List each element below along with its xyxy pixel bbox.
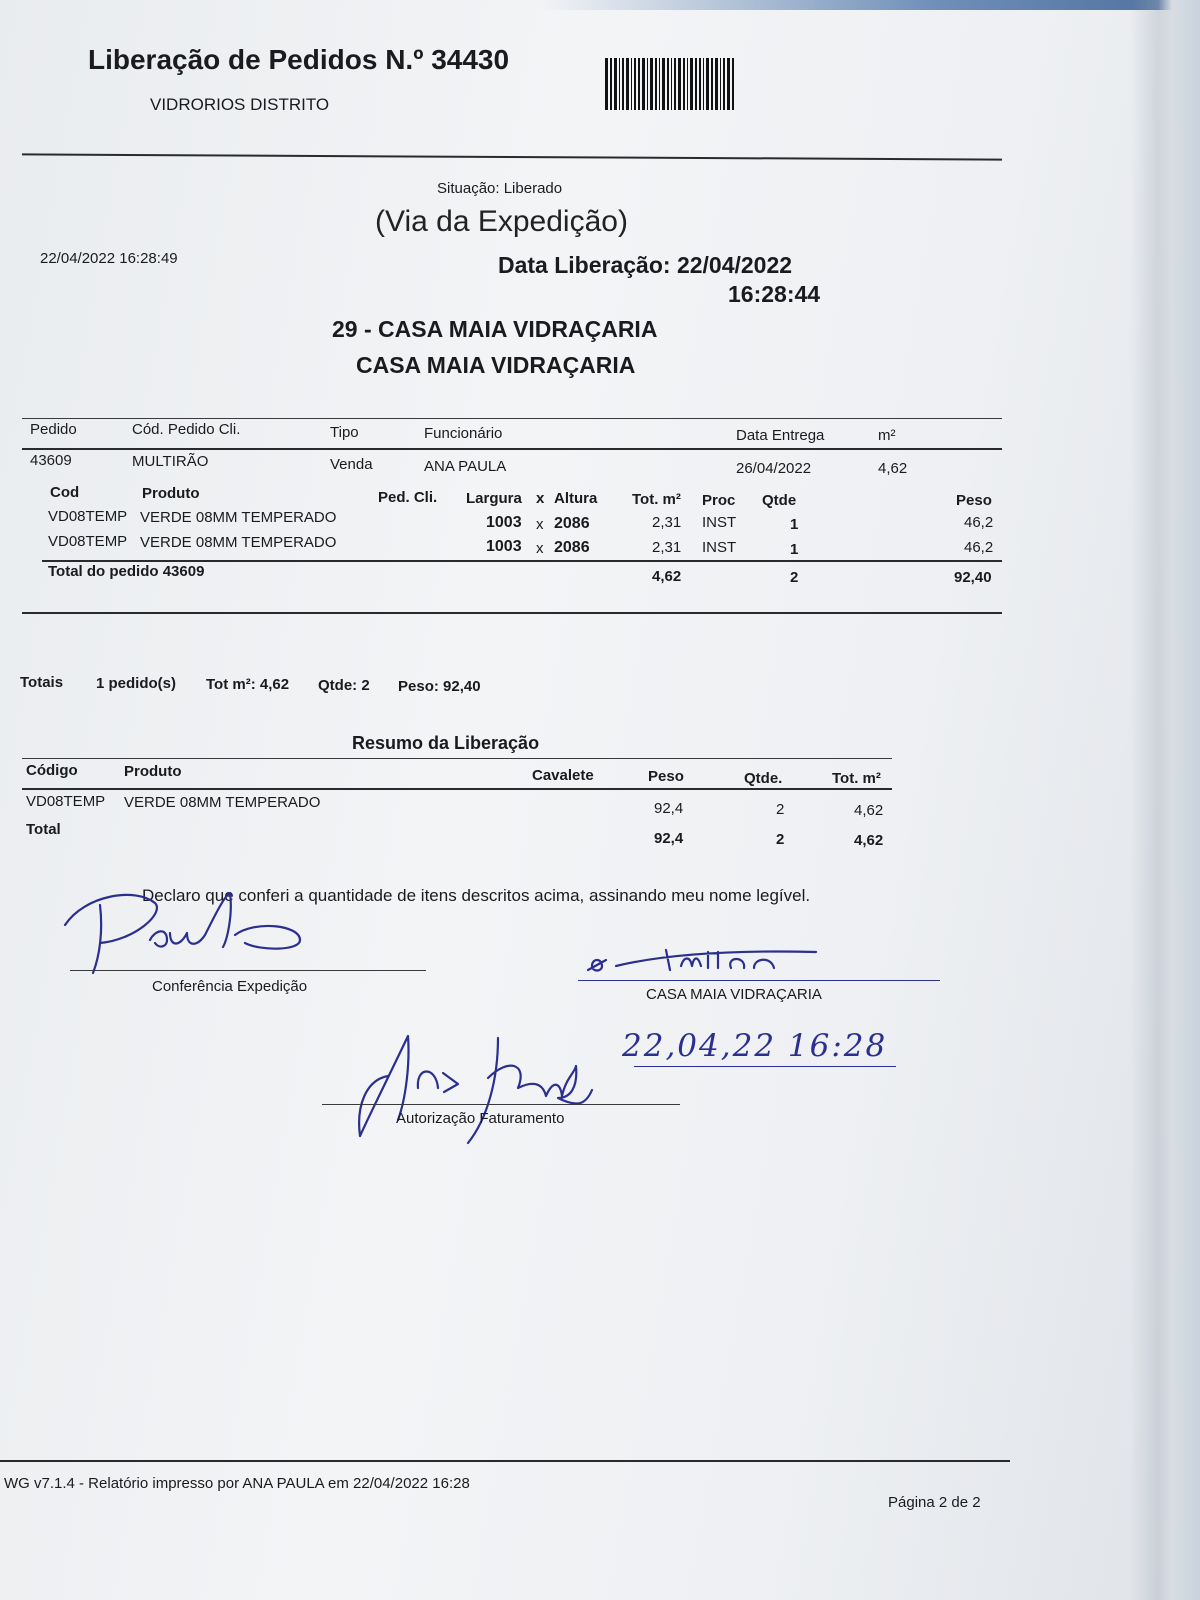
- footer-printed-by: WG v7.1.4 - Relatório impresso por ANA PAULA em 22/04/2022 16:28: [4, 1475, 470, 1492]
- items-col-cod: Cod: [50, 484, 80, 501]
- totals-label: Totais: [20, 674, 64, 691]
- data-liberacao: Data Liberação: 22/04/2022: [498, 252, 793, 278]
- item-row-2-x: x: [536, 540, 544, 557]
- order-total-m2: 4,62: [652, 568, 682, 585]
- resumo-col-qtde: Qtde.: [744, 770, 783, 787]
- items-bottom-rule: [22, 612, 1002, 614]
- autorizacao-label: Autorização Faturamento: [396, 1110, 565, 1127]
- resumo-row-produto: VERDE 08MM TEMPERADO: [124, 794, 321, 811]
- signature-cliente: [586, 940, 826, 980]
- footer-rule: [0, 1460, 1010, 1462]
- resumo-total-tot-m2: 4,62: [854, 832, 884, 849]
- totals-peso: Peso: 92,40: [398, 678, 481, 695]
- via-label: (Via da Expedição): [375, 205, 628, 238]
- item-row-1-produto: VERDE 08MM TEMPERADO: [140, 509, 337, 526]
- background-edge: [540, 0, 1200, 10]
- item-row-1-cod: VD08TEMP: [48, 508, 128, 525]
- declaration-text: Declaro que conferi a quantidade de itens descritos acima, assinando meu nome legível.: [142, 886, 811, 905]
- document-title: Liberação de Pedidos N.º 34430: [88, 44, 510, 75]
- val-pedido: 43609: [30, 452, 72, 469]
- col-cod-pedido-cli: Cód. Pedido Cli.: [132, 421, 241, 438]
- items-col-x: x: [536, 490, 545, 507]
- items-col-peso: Peso: [956, 492, 992, 509]
- resumo-row-codigo: VD08TEMP: [26, 793, 106, 810]
- resumo-col-produto: Produto: [124, 763, 182, 780]
- order-table-header-rule: [22, 448, 1002, 450]
- item-row-1-largura: 1003: [486, 514, 522, 531]
- val-tipo: Venda: [330, 456, 373, 473]
- resumo-total-label: Total: [26, 821, 61, 838]
- item-row-2-qtde: 1: [790, 541, 799, 558]
- items-col-ped-cli: Ped. Cli.: [378, 489, 438, 506]
- printed-timestamp: 22/04/2022 16:28:49: [40, 250, 178, 267]
- client-code-name: 29 - CASA MAIA VIDRAÇARIA: [332, 316, 658, 342]
- items-col-qtde: Qtde: [762, 492, 797, 509]
- resumo-row-tot-m2: 4,62: [854, 802, 884, 819]
- item-row-2-peso: 46,2: [964, 539, 994, 556]
- resumo-top-rule: [22, 758, 892, 759]
- item-row-1-peso: 46,2: [964, 514, 994, 531]
- cliente-sign-line: [578, 980, 940, 981]
- conferencia-label: Conferência Expedição: [152, 978, 308, 995]
- resumo-row-peso: 92,4: [654, 800, 684, 817]
- col-funcionario: Funcionário: [424, 425, 503, 442]
- order-total-qtde: 2: [790, 569, 799, 586]
- resumo-total-qtde: 2: [776, 831, 785, 848]
- footer-page-number: Página 2 de 2: [888, 1494, 981, 1511]
- col-tipo: Tipo: [330, 424, 359, 441]
- items-col-tot-m2: Tot. m²: [632, 491, 681, 508]
- resumo-col-codigo: Código: [26, 762, 78, 779]
- items-total-rule: [42, 560, 1002, 562]
- items-col-largura: Largura: [466, 490, 522, 507]
- order-table-top-rule: [22, 418, 1002, 419]
- order-total-label: Total do pedido 43609: [48, 563, 205, 580]
- header-divider: [22, 153, 1002, 160]
- item-row-2-proc: INST: [702, 539, 737, 556]
- totals-pedidos: 1 pedido(s): [96, 675, 177, 692]
- items-col-altura: Altura: [554, 490, 598, 507]
- item-row-2-produto: VERDE 08MM TEMPERADO: [140, 534, 337, 551]
- resumo-total-peso: 92,4: [654, 830, 684, 847]
- client-name: CASA MAIA VIDRAÇARIA: [356, 352, 636, 378]
- situacao: Situação: Liberado: [437, 180, 563, 197]
- paper-stack-edge: [1130, 0, 1200, 1600]
- item-row-1-tot-m2: 2,31: [652, 514, 682, 531]
- signature-conferencia: [55, 885, 325, 975]
- item-row-1-proc: INST: [702, 514, 737, 531]
- items-col-produto: Produto: [142, 485, 200, 502]
- item-row-2-cod: VD08TEMP: [48, 533, 128, 550]
- items-col-proc: Proc: [702, 492, 736, 509]
- resumo-row-qtde: 2: [776, 801, 785, 818]
- col-data-entrega: Data Entrega: [736, 427, 825, 444]
- barcode: [605, 58, 775, 110]
- resumo-col-peso: Peso: [648, 768, 684, 785]
- val-data-entrega: 26/04/2022: [736, 460, 812, 477]
- signature-autorizacao: [348, 1018, 608, 1148]
- item-row-2-largura: 1003: [486, 538, 522, 555]
- item-row-2-altura: 2086: [554, 539, 590, 556]
- val-funcionario: ANA PAULA: [424, 458, 507, 475]
- order-total-peso: 92,40: [954, 569, 992, 586]
- resumo-col-tot-m2: Tot. m²: [832, 770, 881, 787]
- item-row-1-x: x: [536, 516, 544, 533]
- handwritten-date-underline: [634, 1066, 896, 1067]
- totals-qtde: Qtde: 2: [318, 677, 370, 694]
- handwritten-date: 22,04,22 16:28: [622, 1028, 888, 1064]
- val-m2: 4,62: [878, 460, 908, 477]
- item-row-2-tot-m2: 2,31: [652, 539, 682, 556]
- col-pedido: Pedido: [30, 421, 77, 438]
- item-row-1-qtde: 1: [790, 516, 799, 533]
- data-liberacao-time: 16:28:44: [728, 281, 821, 307]
- company-name: VIDRORIOS DISTRITO: [150, 95, 330, 114]
- autorizacao-sign-line: [322, 1104, 680, 1105]
- totals-tot-m2: Tot m²: 4,62: [206, 676, 290, 693]
- val-cod-pedido-cli: MULTIRÃO: [132, 453, 209, 470]
- resumo-header-rule: [22, 788, 892, 790]
- col-m2: m²: [878, 427, 896, 444]
- resumo-col-cavalete: Cavalete: [532, 767, 594, 784]
- cliente-label: CASA MAIA VIDRAÇARIA: [646, 986, 822, 1003]
- resumo-title: Resumo da Liberação: [352, 733, 540, 753]
- conferencia-sign-line: [70, 970, 426, 971]
- item-row-1-altura: 2086: [554, 515, 590, 532]
